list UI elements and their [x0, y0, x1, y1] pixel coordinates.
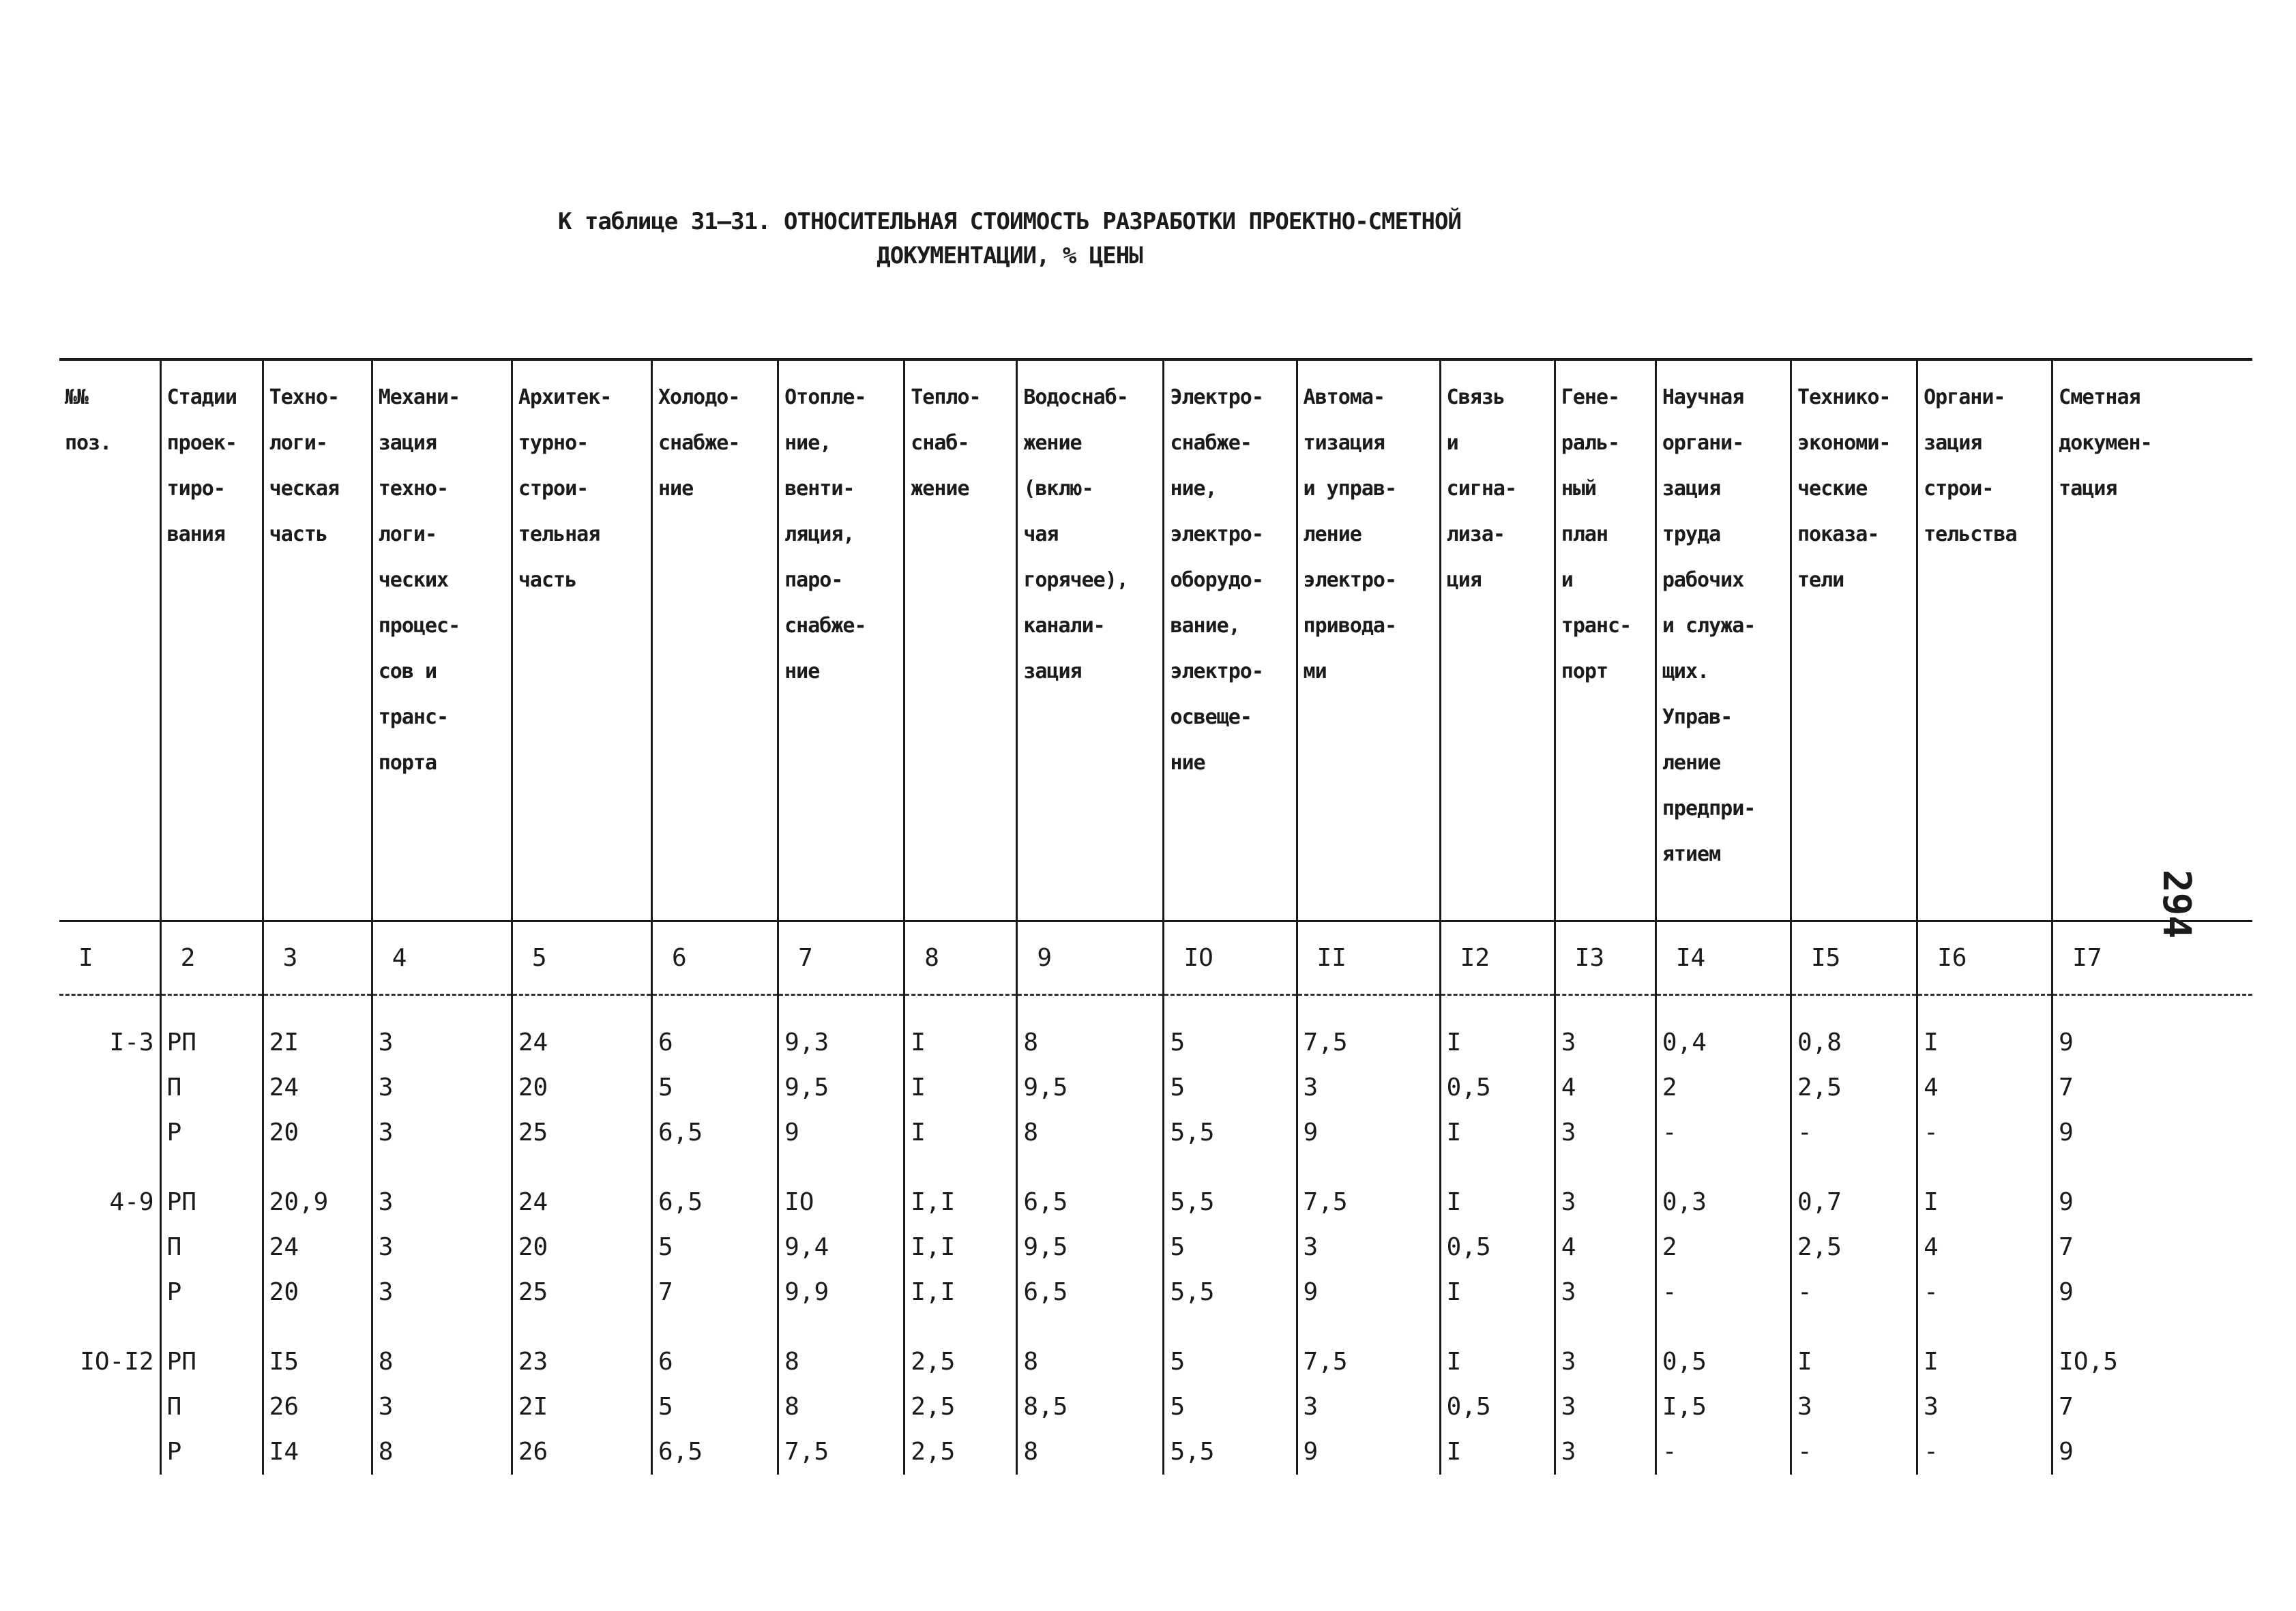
value-cell: 6,5	[652, 1155, 778, 1225]
value-cell: 9	[1297, 1110, 1440, 1155]
value-cell: 20,9	[263, 1155, 372, 1225]
value-cell: 3	[372, 1155, 512, 1225]
value-cell: I4	[263, 1430, 372, 1475]
value-cell: 3	[372, 1270, 512, 1315]
value-cell: 8	[778, 1315, 904, 1385]
value-cell: 3	[372, 995, 512, 1066]
table-row	[59, 1270, 2252, 1315]
value-cell: 20	[263, 1110, 372, 1155]
value-cell: 8	[1017, 1315, 1164, 1385]
value-cell: 26	[263, 1385, 372, 1430]
value-cell: 5	[1164, 1385, 1297, 1430]
value-cell: 23	[512, 1315, 651, 1385]
cost-distribution-table	[59, 358, 2252, 1475]
column-header: №№ поз.	[59, 359, 160, 921]
table-header-row	[59, 359, 2252, 921]
value-cell: 9,3	[778, 995, 904, 1066]
value-cell: 20	[512, 1225, 651, 1270]
value-cell: 3	[1791, 1385, 1917, 1430]
value-cell: I	[1440, 1270, 1555, 1315]
value-cell: 24	[263, 1225, 372, 1270]
value-cell: -	[1655, 1110, 1791, 1155]
value-cell: 9,9	[778, 1270, 904, 1315]
value-cell: I	[1440, 995, 1555, 1066]
column-number: I5	[1791, 921, 1917, 995]
value-cell: 9,5	[778, 1065, 904, 1110]
column-header: Научная органи- зация труда рабочих и служа- щих. Управ- ление предпри- ятием	[1655, 359, 1791, 921]
value-cell: 8	[1017, 995, 1164, 1066]
value-cell: 2	[1655, 1225, 1791, 1270]
value-cell: 4	[1555, 1225, 1655, 1270]
value-cell: 0,7	[1791, 1155, 1917, 1225]
column-number: 5	[512, 921, 651, 995]
value-cell: 9	[778, 1110, 904, 1155]
value-cell: 0,5	[1440, 1385, 1555, 1430]
stage-cell: Р	[160, 1270, 263, 1315]
stage-cell: П	[160, 1385, 263, 1430]
value-cell: 3	[1555, 1315, 1655, 1385]
stage-cell: П	[160, 1225, 263, 1270]
value-cell: I,I	[904, 1270, 1017, 1315]
column-number: 7	[778, 921, 904, 995]
column-number-row	[59, 921, 2252, 995]
column-header: Механи- зация техно- логи- ческих процес- сов и транс- порта	[372, 359, 512, 921]
value-cell: I,5	[1655, 1385, 1791, 1430]
position-cell	[59, 1225, 160, 1270]
column-number: I2	[1440, 921, 1555, 995]
value-cell: 5	[1164, 1225, 1297, 1270]
table-row	[59, 1225, 2252, 1270]
position-cell	[59, 1385, 160, 1430]
value-cell: 7,5	[1297, 1315, 1440, 1385]
value-cell: 2I	[512, 1385, 651, 1430]
value-cell: I,I	[904, 1225, 1017, 1270]
value-cell: 3	[372, 1110, 512, 1155]
value-cell: 3	[1555, 1430, 1655, 1475]
column-header: Органи- зация строи- тельства	[1917, 359, 2052, 921]
value-cell: -	[1917, 1110, 2052, 1155]
value-cell: 25	[512, 1270, 651, 1315]
value-cell: 9,4	[778, 1225, 904, 1270]
stage-cell: РП	[160, 1315, 263, 1385]
value-cell: 9	[2052, 995, 2252, 1066]
title-line-1: К таблице 31–31. ОТНОСИТЕЛЬНАЯ СТОИМОСТЬ РАЗРАБОТКИ ПРОЕКТНО-СМЕТНОЙ	[558, 208, 1461, 235]
value-cell: 9	[2052, 1155, 2252, 1225]
value-cell: 0,5	[1655, 1315, 1791, 1385]
value-cell: I	[1917, 995, 2052, 1066]
column-header: Сметная докумен- тация	[2052, 359, 2252, 921]
value-cell: 25	[512, 1110, 651, 1155]
column-header: Стадии проек- тиро- вания	[160, 359, 263, 921]
column-header: Техно- логи- ческая часть	[263, 359, 372, 921]
value-cell: 7,5	[1297, 1155, 1440, 1225]
value-cell: 6	[652, 1315, 778, 1385]
value-cell: 24	[512, 1155, 651, 1225]
value-cell: 8	[1017, 1430, 1164, 1475]
position-cell	[59, 1065, 160, 1110]
column-number: 4	[372, 921, 512, 995]
value-cell: -	[1655, 1430, 1791, 1475]
value-cell: 8	[1017, 1110, 1164, 1155]
column-header: Связь и сигна- лиза- ция	[1440, 359, 1555, 921]
table-row	[59, 1110, 2252, 1155]
value-cell: 3	[372, 1385, 512, 1430]
value-cell: I	[1440, 1110, 1555, 1155]
value-cell: 9	[1297, 1430, 1440, 1475]
value-cell: I	[1440, 1315, 1555, 1385]
value-cell: 2,5	[1791, 1225, 1917, 1270]
value-cell: I	[904, 1065, 1017, 1110]
value-cell: 3	[372, 1225, 512, 1270]
value-cell: 5	[652, 1225, 778, 1270]
value-cell: 6,5	[1017, 1270, 1164, 1315]
page-number: 294	[2154, 870, 2198, 939]
column-header: Электро- снабже- ние, электро- оборудо- вание, электро- освеще- ние	[1164, 359, 1297, 921]
value-cell: I	[1440, 1155, 1555, 1225]
value-cell: 2,5	[904, 1430, 1017, 1475]
value-cell: 5	[1164, 1065, 1297, 1110]
value-cell: 2	[1655, 1065, 1791, 1110]
column-header: Технико- экономи- ческие показа- тели	[1791, 359, 1917, 921]
value-cell: 7	[2052, 1385, 2252, 1430]
value-cell: 0,5	[1440, 1065, 1555, 1110]
value-cell: 6,5	[652, 1110, 778, 1155]
stage-cell: РП	[160, 995, 263, 1066]
value-cell: I	[1917, 1315, 2052, 1385]
column-header: Гене- раль- ный план и транс- порт	[1555, 359, 1655, 921]
value-cell: 3	[1555, 1155, 1655, 1225]
column-header: Холодо- снабже- ние	[652, 359, 778, 921]
table-row	[59, 995, 2252, 1066]
value-cell: -	[1655, 1270, 1791, 1315]
value-cell: 3	[1555, 1385, 1655, 1430]
value-cell: 4	[1917, 1065, 2052, 1110]
value-cell: 3	[1297, 1385, 1440, 1430]
value-cell: 7	[2052, 1065, 2252, 1110]
position-cell	[59, 1430, 160, 1475]
value-cell: 6	[652, 995, 778, 1066]
column-number: 2	[160, 921, 263, 995]
value-cell: 5,5	[1164, 1270, 1297, 1315]
value-cell: 2I	[263, 995, 372, 1066]
value-cell: 4	[1555, 1065, 1655, 1110]
column-header: Автома- тизация и управ- ление электро- привода- ми	[1297, 359, 1440, 921]
value-cell: I	[904, 1110, 1017, 1155]
column-header: Отопле- ние, венти- ляция, паро- снабже- ние	[778, 359, 904, 921]
value-cell: I	[1791, 1315, 1917, 1385]
value-cell: 5,5	[1164, 1110, 1297, 1155]
value-cell: 0,4	[1655, 995, 1791, 1066]
column-number: I	[59, 921, 160, 995]
table-row	[59, 1315, 2252, 1385]
value-cell: 8	[372, 1430, 512, 1475]
value-cell: 6,5	[1017, 1155, 1164, 1225]
value-cell: 5,5	[1164, 1155, 1297, 1225]
value-cell: 5	[652, 1385, 778, 1430]
table-row	[59, 1430, 2252, 1475]
value-cell: 7,5	[778, 1430, 904, 1475]
column-header: Водоснаб- жение (вклю- чая горячее), канали- зация	[1017, 359, 1164, 921]
value-cell: 2,5	[1791, 1065, 1917, 1110]
value-cell: 0,3	[1655, 1155, 1791, 1225]
table-row	[59, 1385, 2252, 1430]
table-row	[59, 1065, 2252, 1110]
value-cell: 6,5	[652, 1430, 778, 1475]
value-cell: 2,5	[904, 1315, 1017, 1385]
stage-cell: Р	[160, 1430, 263, 1475]
value-cell: 3	[1917, 1385, 2052, 1430]
column-number: IO	[1164, 921, 1297, 995]
value-cell: -	[1791, 1110, 1917, 1155]
value-cell: 3	[1555, 995, 1655, 1066]
value-cell: 8	[372, 1315, 512, 1385]
value-cell: 5	[652, 1065, 778, 1110]
table-row	[59, 1155, 2252, 1225]
value-cell: 3	[1297, 1225, 1440, 1270]
column-header: Архитек- турно- строи- тельная часть	[512, 359, 651, 921]
value-cell: 3	[1555, 1110, 1655, 1155]
value-cell: -	[1791, 1270, 1917, 1315]
column-number: 3	[263, 921, 372, 995]
value-cell: 8,5	[1017, 1385, 1164, 1430]
value-cell: 9	[2052, 1270, 2252, 1315]
value-cell: 5	[1164, 1315, 1297, 1385]
value-cell: 5	[1164, 995, 1297, 1066]
column-number: I3	[1555, 921, 1655, 995]
value-cell: 9	[2052, 1110, 2252, 1155]
value-cell: I	[904, 995, 1017, 1066]
value-cell: 9	[2052, 1430, 2252, 1475]
value-cell: -	[1917, 1430, 2052, 1475]
value-cell: -	[1791, 1430, 1917, 1475]
value-cell: IO,5	[2052, 1315, 2252, 1385]
value-cell: 3	[1297, 1065, 1440, 1110]
value-cell: 26	[512, 1430, 651, 1475]
document-title	[0, 205, 2019, 273]
value-cell: 3	[372, 1065, 512, 1110]
stage-cell: П	[160, 1065, 263, 1110]
value-cell: 4	[1917, 1225, 2052, 1270]
table-body	[59, 995, 2252, 1475]
position-cell: IO-I2	[80, 1348, 154, 1376]
column-number: 6	[652, 921, 778, 995]
position-cell	[59, 1270, 160, 1315]
value-cell: 20	[263, 1270, 372, 1315]
value-cell: IO	[778, 1155, 904, 1225]
position-cell	[59, 1110, 160, 1155]
stage-cell: РП	[160, 1155, 263, 1225]
title-line-2: ДОКУМЕНТАЦИИ, % ЦЕНЫ	[877, 242, 1143, 269]
column-number: I4	[1655, 921, 1791, 995]
value-cell: 3	[1555, 1270, 1655, 1315]
value-cell: 7,5	[1297, 995, 1440, 1066]
value-cell: 5,5	[1164, 1430, 1297, 1475]
value-cell: 8	[778, 1385, 904, 1430]
value-cell: 2,5	[904, 1385, 1017, 1430]
column-number: I7	[2052, 921, 2252, 995]
value-cell: I	[1440, 1430, 1555, 1475]
value-cell: 24	[263, 1065, 372, 1110]
value-cell: 20	[512, 1065, 651, 1110]
column-header: Тепло- снаб- жение	[904, 359, 1017, 921]
value-cell: I5	[263, 1315, 372, 1385]
position-cell: I-3	[109, 1029, 154, 1056]
value-cell: 9,5	[1017, 1065, 1164, 1110]
stage-cell: Р	[160, 1110, 263, 1155]
column-number: 8	[904, 921, 1017, 995]
value-cell: 9	[1297, 1270, 1440, 1315]
value-cell: 24	[512, 995, 651, 1066]
value-cell: I	[1917, 1155, 2052, 1225]
value-cell: 9,5	[1017, 1225, 1164, 1270]
value-cell: I,I	[904, 1155, 1017, 1225]
position-cell: 4-9	[109, 1188, 154, 1216]
column-number: 9	[1017, 921, 1164, 995]
value-cell: 7	[652, 1270, 778, 1315]
column-number: II	[1297, 921, 1440, 995]
value-cell: 0,5	[1440, 1225, 1555, 1270]
value-cell: -	[1917, 1270, 2052, 1315]
value-cell: 0,8	[1791, 995, 1917, 1066]
value-cell: 7	[2052, 1225, 2252, 1270]
column-number: I6	[1917, 921, 2052, 995]
